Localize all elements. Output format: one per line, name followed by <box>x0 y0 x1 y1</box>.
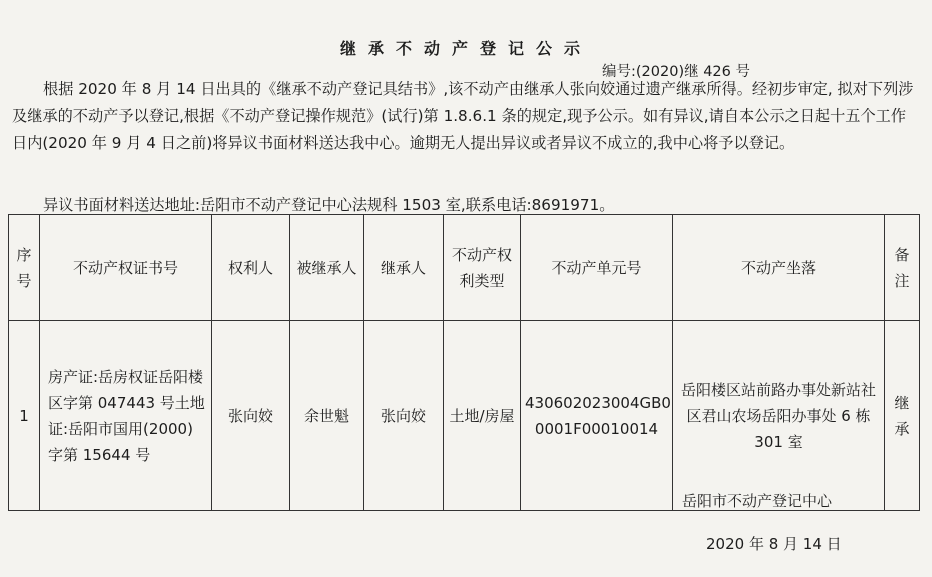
page-title: 继承不动产登记公示 <box>339 39 592 58</box>
header-cert: 不动产权证书号 <box>40 215 212 321</box>
cell-remark: 继承 <box>885 321 920 511</box>
unit-number-line-1: 430602023004GB0 <box>525 393 671 412</box>
header-type: 不动产权利类型 <box>444 215 521 321</box>
header-owner: 权利人 <box>212 215 290 321</box>
header-location: 不动产坐落 <box>673 215 885 321</box>
cell-cert: 房产证:岳房权证岳阳楼区字第 047443 号土地证:岳阳市国用(2000)字第 15644 号 <box>40 321 212 511</box>
table-row <box>9 321 920 511</box>
cell-heir: 张向姣 <box>364 321 444 511</box>
property-table <box>8 214 920 511</box>
header-heir: 继承人 <box>364 215 444 321</box>
cell-decedent: 余世魁 <box>290 321 364 511</box>
objection-address: 异议书面材料送达地址:岳阳市不动产登记中心法规科 1503 室,联系电话:8691971。 <box>43 196 615 214</box>
cell-seq: 1 <box>9 321 40 511</box>
notice-paragraph: 根据 2020 年 8 月 14 日出具的《继承不动产登记具结书》,该不动产由继承人张向姣通过遗产继承所得。经初步审定, 拟对下列涉及继承的不动产予以登记,根据《不动产登记操作规范》(试行)第 1.8.6.1 条的规定,现予公示。如有异议,请自本公示之日起十五个工作日内(2020 年 9 月 4 日之前)将异议书面材料送达我中心。逾期无人提出异议或者异议不成立的,我中心将予以登记。 <box>12 80 914 152</box>
cell-unit <box>521 321 673 511</box>
unit-number-line-2: 0001F00010014 <box>534 419 659 438</box>
header-decedent: 被继承人 <box>290 215 364 321</box>
issue-date: 2020 年 8 月 14 日 <box>706 535 842 553</box>
issuing-organization: 岳阳市不动产登记中心 <box>682 492 833 510</box>
cell-owner: 张向姣 <box>212 321 290 511</box>
document-number: 编号:(2020)继 426 号 <box>602 64 750 80</box>
cell-location: 岳阳楼区站前路办事处新站社区君山农场岳阳办事处 6 栋 301 室 <box>673 321 885 511</box>
cell-type: 土地/房屋 <box>444 321 521 511</box>
header-unit: 不动产单元号 <box>521 215 673 321</box>
table-header-row <box>9 215 920 321</box>
header-seq: 序号 <box>9 215 40 321</box>
header-remark: 备注 <box>885 215 920 321</box>
